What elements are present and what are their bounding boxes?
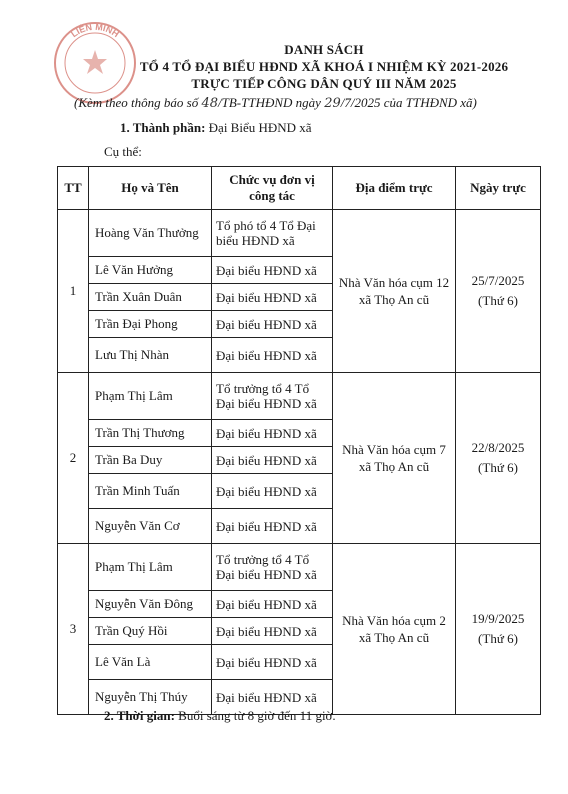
section-1-label: 1. Thành phần: bbox=[120, 120, 206, 135]
roster-table bbox=[57, 166, 541, 715]
section-1 bbox=[120, 120, 312, 136]
member-name: Trần Xuân Duân bbox=[89, 284, 212, 311]
member-name: Trần Minh Tuấn bbox=[89, 474, 212, 509]
table-header-row bbox=[58, 167, 541, 210]
note-suffix: /7/2025 của TTHĐND xã) bbox=[340, 95, 477, 110]
header-date: Ngày trực bbox=[456, 167, 541, 210]
duty-weekday: (Thứ 6) bbox=[478, 460, 518, 475]
doc-subtitle-2: TRỰC TIẾP CÔNG DÂN QUÝ III NĂM 2025 bbox=[191, 76, 457, 91]
member-role: Đại biểu HĐND xã bbox=[212, 420, 333, 447]
member-role: Đại biểu HĐND xã bbox=[212, 591, 333, 618]
duty-date: 19/9/2025 bbox=[471, 611, 525, 626]
member-role: Tổ trưởng tổ 4 Tổ Đại biểu HĐND xã bbox=[212, 373, 333, 420]
member-role: Đại biểu HĐND xã bbox=[212, 311, 333, 338]
table-row bbox=[58, 210, 541, 257]
member-role: Đại biểu HĐND xã bbox=[212, 645, 333, 680]
note-middle: /TB-TTHĐND ngày bbox=[218, 95, 321, 110]
member-name: Lê Văn Hưởng bbox=[89, 257, 212, 284]
member-name: Lê Văn Là bbox=[89, 645, 212, 680]
specific-label: Cụ thể: bbox=[104, 144, 142, 159]
duty-date: 22/8/2025 bbox=[471, 440, 525, 455]
duty-date-cell bbox=[456, 373, 541, 544]
member-name: Nguyễn Văn Cơ bbox=[89, 509, 212, 544]
duty-place: Nhà Văn hóa cụm 12 xã Thọ An cũ bbox=[333, 210, 456, 373]
group-number: 2 bbox=[58, 373, 89, 544]
member-role: Đại biểu HĐND xã bbox=[212, 618, 333, 645]
member-role: Đại biểu HĐND xã bbox=[212, 284, 333, 311]
duty-place: Nhà Văn hóa cụm 2 xã Thọ An cũ bbox=[333, 544, 456, 715]
section-2-label: 2. Thời gian: bbox=[104, 708, 175, 723]
member-name: Trần Ba Duy bbox=[89, 447, 212, 474]
member-name: Hoàng Văn Thưởng bbox=[89, 210, 212, 257]
header-name: Họ và Tên bbox=[89, 167, 212, 210]
group-number: 3 bbox=[58, 544, 89, 715]
duty-date-cell bbox=[456, 544, 541, 715]
header-role: Chức vụ đơn vị công tác bbox=[212, 167, 333, 210]
section-2 bbox=[104, 708, 336, 724]
group-number: 1 bbox=[58, 210, 89, 373]
section-2-value: Buổi sáng từ 8 giờ đến 11 giờ. bbox=[178, 708, 336, 723]
member-role: Đại biểu HĐND xã bbox=[212, 680, 333, 715]
member-name: Trần Quý Hồi bbox=[89, 618, 212, 645]
member-role: Đại biểu HĐND xã bbox=[212, 447, 333, 474]
header-place: Địa điểm trực bbox=[333, 167, 456, 210]
member-role: Tổ trưởng tổ 4 Tổ Đại biểu HĐND xã bbox=[212, 544, 333, 591]
member-name: Lưu Thị Nhàn bbox=[89, 338, 212, 373]
doc-title: DANH SÁCH bbox=[284, 42, 364, 57]
member-name: Trần Thị Thương bbox=[89, 420, 212, 447]
member-name: Nguyễn Thị Thúy bbox=[89, 680, 212, 715]
duty-place: Nhà Văn hóa cụm 7 xã Thọ An cũ bbox=[333, 373, 456, 544]
table-row bbox=[58, 373, 541, 420]
header-tt: TT bbox=[58, 167, 89, 210]
member-name: Trần Đại Phong bbox=[89, 311, 212, 338]
svg-text:LIÊN MINH: LIÊN MINH bbox=[69, 21, 121, 40]
section-1-value: Đại Biểu HĐND xã bbox=[208, 120, 312, 135]
member-role: Đại biểu HĐND xã bbox=[212, 257, 333, 284]
note-number: 48 bbox=[201, 96, 219, 111]
note-day: 29 bbox=[324, 96, 341, 111]
member-name: Phạm Thị Lâm bbox=[89, 373, 212, 420]
duty-date-cell bbox=[456, 210, 541, 373]
member-name: Nguyễn Văn Đông bbox=[89, 591, 212, 618]
member-role: Đại biểu HĐND xã bbox=[212, 474, 333, 509]
member-role: Đại biểu HĐND xã bbox=[212, 338, 333, 373]
member-role: Tổ phó tổ 4 Tổ Đại biểu HĐND xã bbox=[212, 210, 333, 257]
member-name: Phạm Thị Lâm bbox=[89, 544, 212, 591]
doc-subtitle: TỔ 4 TỔ ĐẠI BIỂU HĐND XÃ KHOÁ I NHIỆM KỲ 2021-2026 bbox=[139, 59, 509, 74]
reference-note bbox=[74, 95, 477, 111]
duty-weekday: (Thứ 6) bbox=[478, 631, 518, 646]
member-role: Đại biểu HĐND xã bbox=[212, 509, 333, 544]
note-prefix: (Kèm theo thông báo số bbox=[74, 95, 199, 110]
duty-weekday: (Thứ 6) bbox=[478, 293, 518, 308]
duty-date: 25/7/2025 bbox=[471, 273, 525, 288]
table-row bbox=[58, 544, 541, 591]
